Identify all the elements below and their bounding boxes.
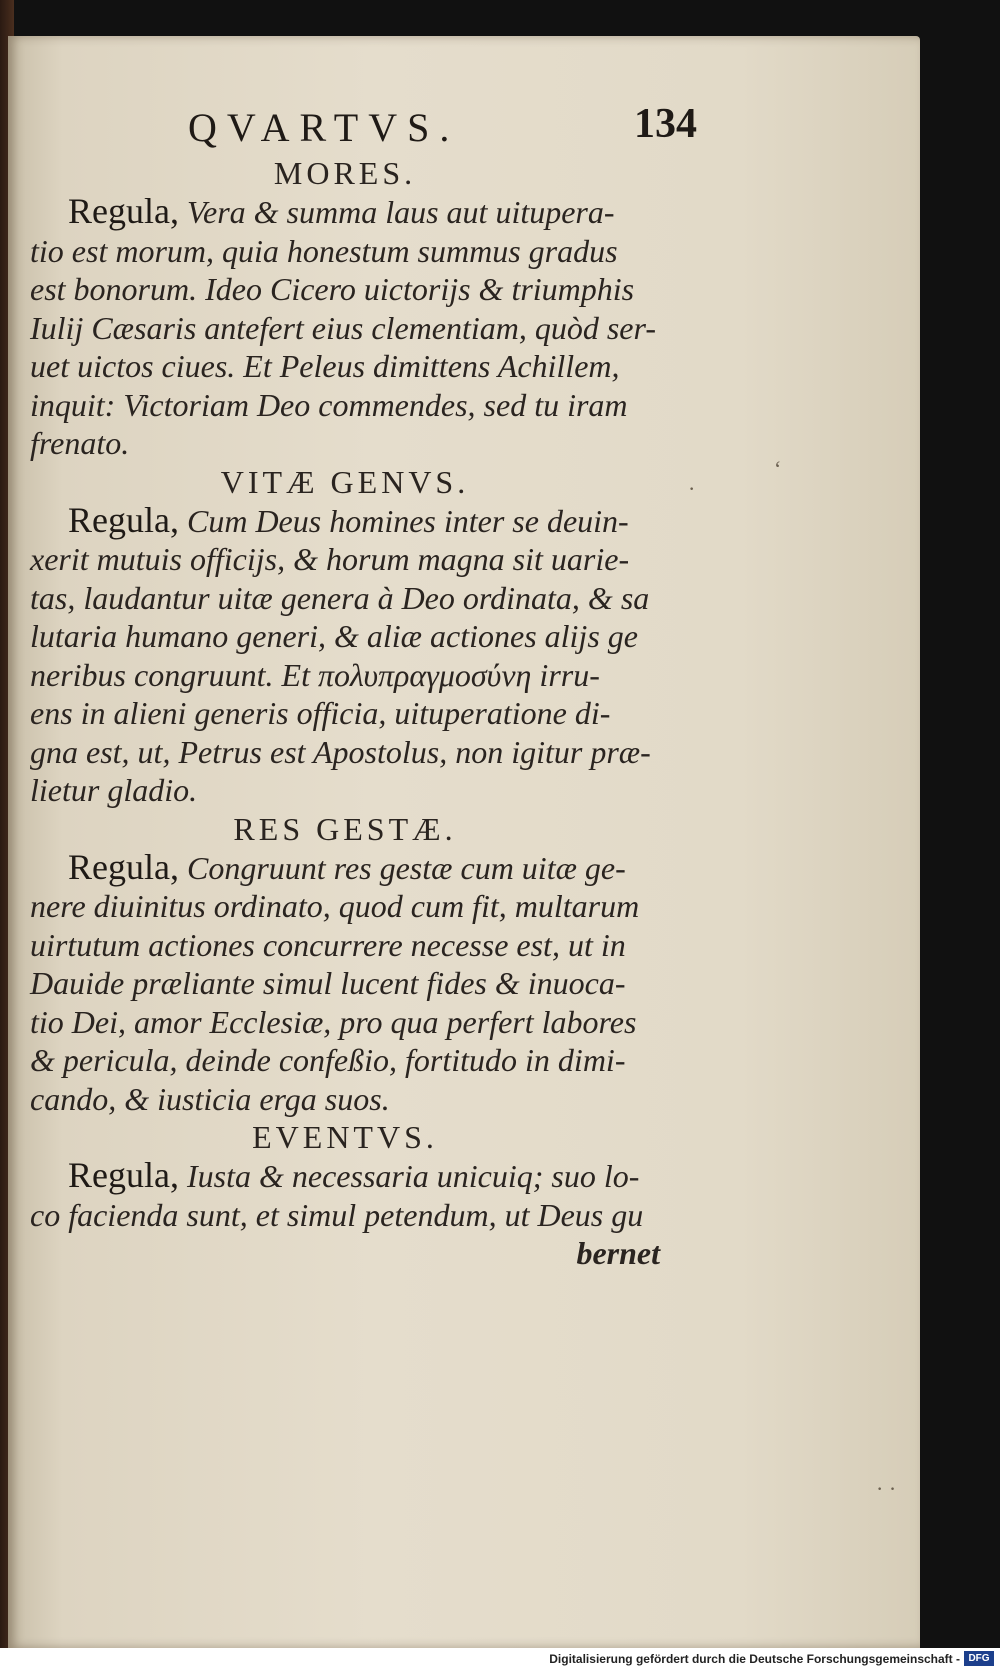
text-line: Dauide præliante simul lucent fides & inuoca- [30, 965, 626, 1001]
footer-bar [0, 1648, 1000, 1671]
page-number: 134 [634, 101, 697, 147]
paragraph [30, 1156, 660, 1273]
text-line: uet uictos ciues. Et Peleus dimittens Achillem, [30, 348, 620, 384]
text-line: & pericula, deinde confeßio, fortitudo in dimi- [30, 1042, 626, 1078]
text-line: neribus congruunt. Et πολυπραγμοσύνη irru- [30, 656, 600, 693]
rule-lead: Regula, [68, 191, 179, 231]
text-line: cando, & iusticia erga suos. [30, 1080, 390, 1117]
text-line [30, 848, 660, 888]
text-line [30, 192, 660, 232]
digitization-credit: Digitalisierung gefördert durch die Deutsche Forschungsgemeinschaft - [549, 1652, 960, 1666]
paper-blemish: ‘ [774, 456, 782, 481]
section-heading: RES GESTÆ. [233, 810, 457, 847]
dfg-logo: DFG [964, 1651, 994, 1666]
paper-blemish: · · [876, 1476, 897, 1501]
text-line: frenato. [30, 425, 130, 461]
page-header [8, 100, 920, 160]
running-title: QVARTVS. [188, 105, 460, 150]
text-line: gna est, ut, Petrus est Apostolus, non igitur præ- [30, 733, 651, 770]
text-line: lietur gladio. [30, 772, 198, 808]
section-heading: EVENTVS. [252, 1119, 438, 1155]
text-span: Iusta & necessaria unicuiq; suo lo- [186, 1158, 640, 1194]
text-line: lutaria humano generi, & aliæ actiones alijs ge [30, 618, 638, 654]
text-line: tio Dei, amor Ecclesiæ, pro qua perfert labores [30, 1003, 637, 1040]
rule-lead: Regula, [68, 1155, 179, 1195]
paper-blemish: · [688, 476, 696, 501]
body-text [30, 154, 660, 1273]
section-eventus [30, 1118, 660, 1273]
text-line: tio est morum, quia honestum summus gradus [30, 232, 618, 269]
section-vitae-genus [30, 463, 660, 810]
text-line: est bonorum. Ideo Cicero uictorijs & triumphis [30, 271, 635, 307]
text-line: Iulij Cæsaris antefert eius clementiam, quòd ser- [30, 309, 656, 346]
text-line: co facienda sunt, et simul petendum, ut Deus gu [30, 1196, 644, 1233]
catchword: bernet [576, 1235, 660, 1271]
text-span: Cum Deus homines inter se deuin- [186, 502, 629, 539]
section-mores [30, 154, 660, 463]
text-line: ens in alieni generis officia, uituperatione di- [30, 695, 611, 731]
text-line [30, 1156, 660, 1196]
text-line: inquit: Victoriam Deo commendes, sed tu iram [30, 386, 628, 423]
paragraph [30, 848, 660, 1119]
paragraph [30, 192, 660, 463]
text-line: uirtutum actiones concurrere necesse est, ut in [30, 926, 626, 963]
section-heading: MORES. [273, 155, 417, 191]
paragraph [30, 501, 660, 810]
text-line: xerit mutuis officijs, & horum magna sit uarie- [30, 541, 630, 577]
text-span: Congruunt res gestæ cum uitæ ge- [186, 849, 626, 886]
book-page [8, 36, 920, 1648]
section-res-gestae [30, 810, 660, 1119]
text-span: Vera & summa laus aut uitupera- [186, 194, 615, 230]
text-line [30, 501, 660, 541]
section-heading: VITÆ GENVS. [220, 463, 470, 500]
text-line: nere diuinitus ordinato, quod cum fit, multarum [30, 888, 640, 924]
rule-lead: Regula, [68, 499, 179, 540]
rule-lead: Regula, [68, 846, 179, 887]
text-line: tas, laudantur uitæ genera à Deo ordinata, & sa [30, 579, 650, 616]
